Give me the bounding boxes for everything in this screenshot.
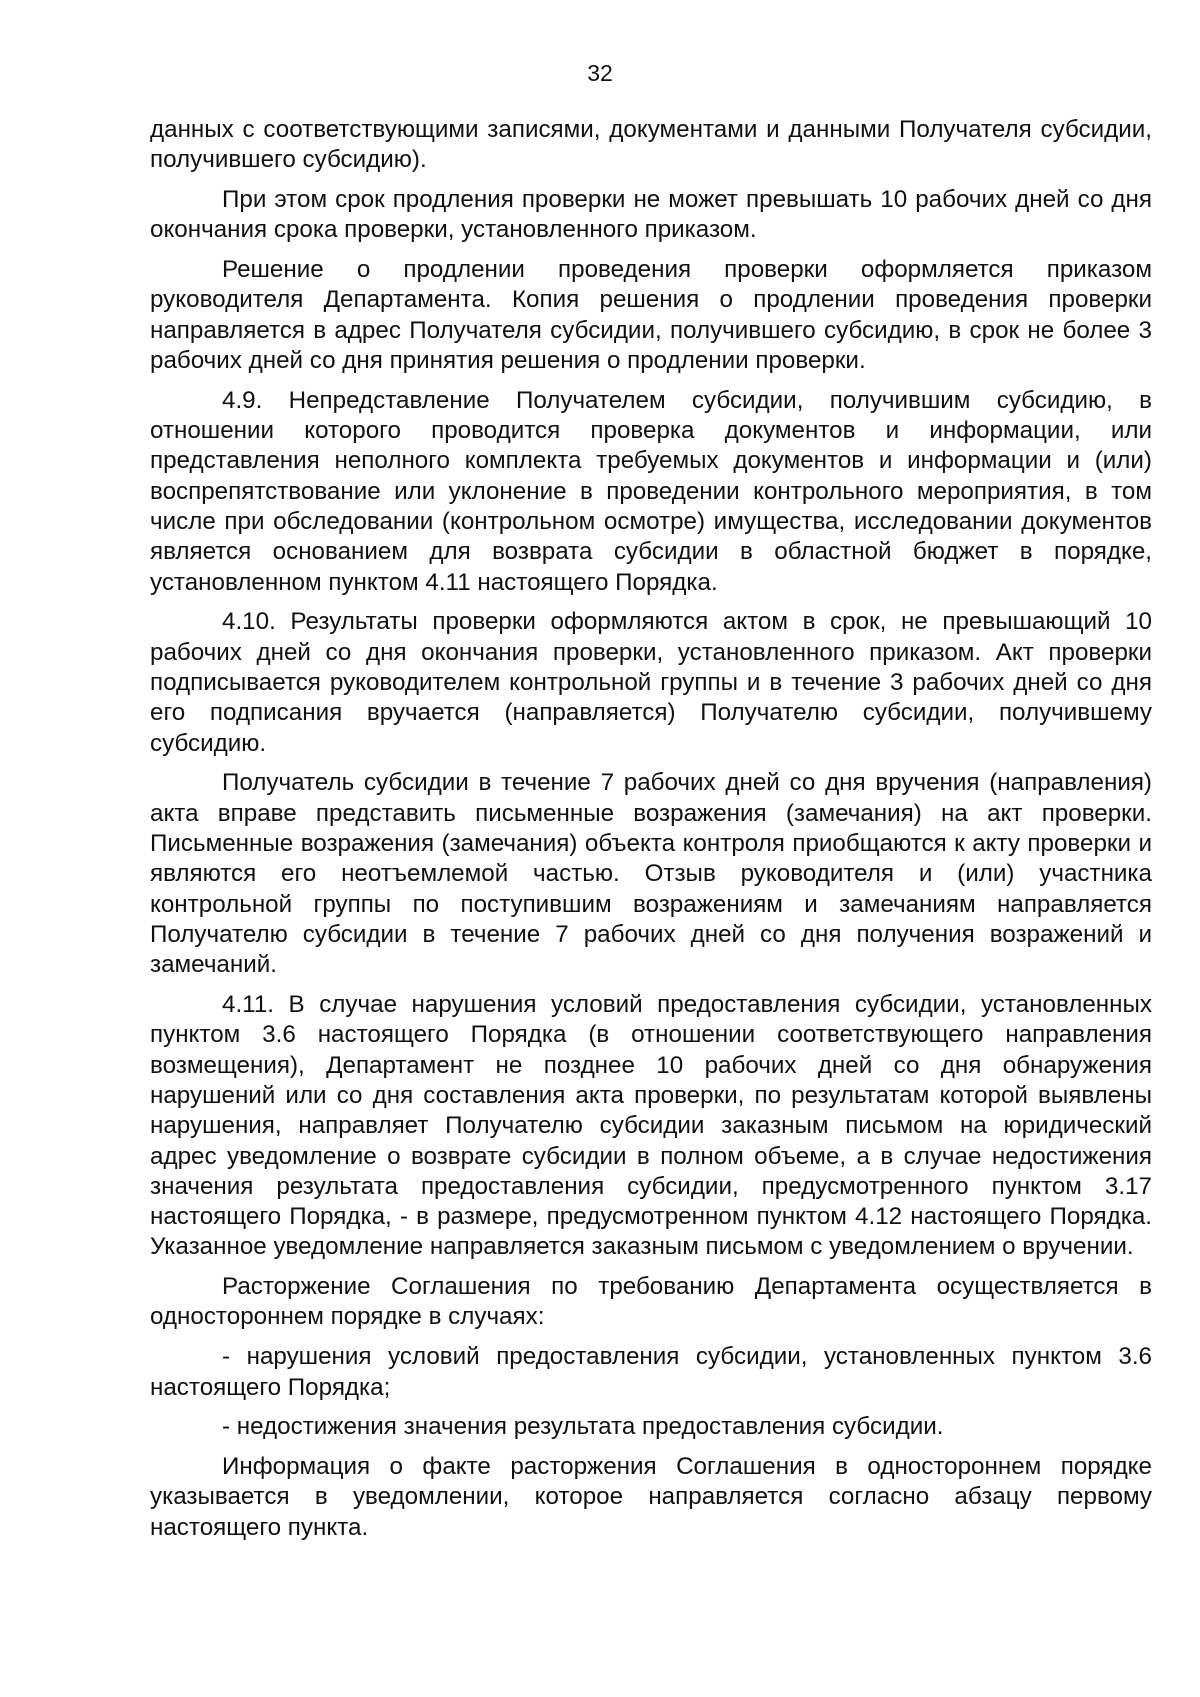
paragraph-list-item-result: - недостижения значения результата предоставления субсидии. [222, 1413, 944, 1441]
paragraph-4-10: 4.10. Результаты проверки оформляются актом в срок, не превышающий 10 рабочих дней со дня окончания проверки, установленного приказом. Акт проверки подписывается руководителем контрольной группы и в течение 3 рабочих дней со дня его подписания вручается (направляется) Получателю субсидии, получившему субсидию. [150, 608, 1152, 757]
paragraph-termination-notice: Информация о факте расторжения Соглашения в одностороннем порядке указывается в уведомлении, которое направляется согласно абзацу первому настоящего пункта. [150, 1453, 1152, 1541]
paragraph-objections: Получатель субсидии в течение 7 рабочих дней со дня вручения (направления) акта вправе представить письменные возражения (замечания) на акт проверки. Письменные возражения (замечания) объекта контроля приобщаются к акту проверки и являются его неотъемлемой частью. Отзыв руководителя и (или) участника контрольной группы по поступившим возражениям и замечаниям направляется Получателю субсидии в течение 7 рабочих дней со дня получения возражений и замечаний. [150, 769, 1152, 979]
paragraph-4-11: 4.11. В случае нарушения условий предоставления субсидии, установленных пунктом 3.6 настоящего Порядка (в отношении соответствующего направления возмещения), Департамент не позднее 10 рабочих дней со дня обнаружения нарушений или со дня составления акта проверки, по результатам которой выявлены нарушения, направляет Получателю субсидии заказным письмом на юридический адрес уведомление о возврате субсидии в полном объеме, а в случае недостижения значения результата предоставления субсидии, предусмотренного пунктом 3.17 настоящего Порядка, - в размере, предусмотренном пунктом 4.12 настоящего Порядка. Указанное уведомление направляется заказным письмом с уведомлением о вручении. [150, 991, 1152, 1261]
document-body [150, 115, 1152, 1553]
paragraph-4-9: 4.9. Непредставление Получателем субсидии, получившим субсидию, в отношении которого проводится проверка документов и информации, или представления неполного комплекта требуемых документов и информации и (или) воспрепятствование или уклонение в проведении контрольного мероприятия, в том числе при обследовании (контрольном осмотре) имущества, исследовании документов является основанием для возврата субсидии в областной бюджет в порядке, установленном пунктом 4.11 настоящего Порядка. [150, 386, 1152, 596]
paragraph-continuation: данных с соответствующими записями, документами и данными Получателя субсидии, получившего субсидию). [150, 116, 1152, 174]
paragraph-extension-limit: При этом срок продления проверки не может превышать 10 рабочих дней со дня окончания срока проверки, установленного приказом. [150, 186, 1152, 244]
paragraph-extension-decision: Решение о продлении проведения проверки оформляется приказом руководителя Департамента. Копия решения о продлении проведения проверки направляется в адрес Получателя субсидии, получившего субсидию, в срок не более 3 рабочих дней со дня принятия решения о продлении проверки. [150, 256, 1152, 375]
page-number: 32 [587, 60, 613, 86]
paragraph-termination: Расторжение Соглашения по требованию Департамента осуществляется в одностороннем порядке в случаях: [150, 1273, 1152, 1331]
paragraph-list-item-violation: - нарушения условий предоставления субсидии, установленных пунктом 3.6 настоящего Порядка; [150, 1343, 1152, 1401]
